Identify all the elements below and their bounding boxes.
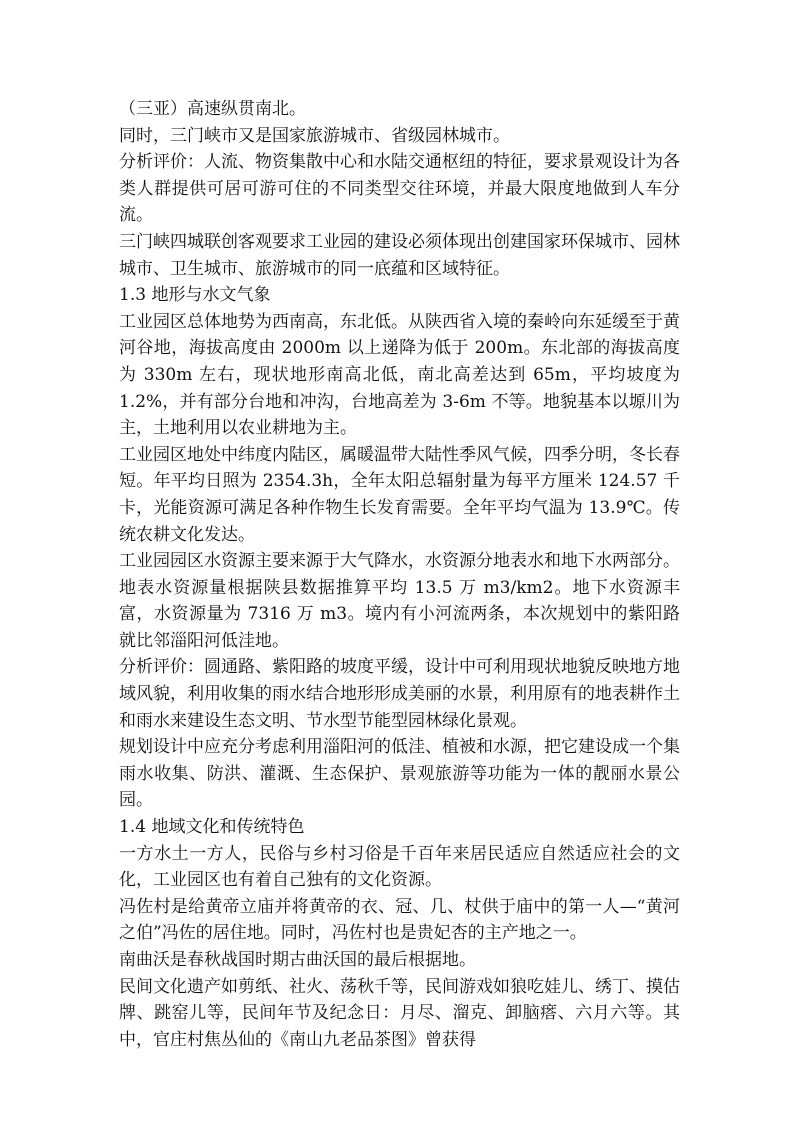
paragraph: 工业园区总体地势为西南高，东北低。从陕西省入境的秦岭向东延缓至于黄河谷地，海拔高度由 2000m 以上递降为低于 200m。东北部的海拔高度为 330m 左右，现状地形南高北低，南北高差达到 65m，平均坡度为 1.2%，并有部分台地和冲沟，台地高差为 3-6m 不等。地貌基本以塬川为主，土地利用以农业耕地为主。: [119, 311, 680, 439]
paragraph: 冯佐村是给黄帝立庙并将黄帝的衣、冠、几、杖供于庙中的第一人—“黄河之伯”冯佐的居住地。同时，冯佐村也是贵妃杏的主产地之一。: [119, 896, 680, 944]
paragraph: 工业园园区水资源主要来源于大气降水，水资源分地表水和地下水两部分。地表水资源量根据陕县数据推算平均 13.5 万 m3/km2。地下水资源丰富，水资源量为 7316 万 m3。境内有小河流两条，本次规划中的紫阳路就比邻淄阳河低洼地。: [119, 551, 680, 651]
paragraph: 规划设计中应充分考虑利用淄阳河的低洼、植被和水源，把它建设成一个集雨水收集、防洪、灌溉、生态保护、景观旅游等功能为一体的靓丽水景公园。: [119, 737, 680, 811]
paragraph: 民间文化遗产如剪纸、社火、荡秋千等，民间游戏如狼吃娃儿、绣丁、摸估牌、跳窑儿等，民间年节及纪念日：月尽、溜克、卸脑瘩、六月六等。其中，官庄村焦丛仙的《南山九老品茶图》曾获得: [119, 976, 680, 1050]
paragraph: （三亚）高速纵贯南北。: [119, 99, 306, 119]
document-body: [119, 96, 680, 1053]
paragraph: 南曲沃是春秋战国时期古曲沃国的最后根据地。: [119, 950, 476, 970]
paragraph: 分析评价：圆通路、紫阳路的坡度平缓，设计中可利用现状地貌反映地方地域风貌，利用收集的雨水结合地形形成美丽的水景，利用原有的地表耕作土和雨水来建设生态文明、节水型节能型园林绿化景观。: [119, 657, 680, 731]
paragraph: 工业园区地处中纬度内陆区，属暖温带大陆性季风气候，四季分明，冬长春短。年平均日照为 2354.3h，全年太阳总辐射量为每平方厘米 124.57 千卡，光能资源可满足各种作物生长发育需要。全年平均气温为 13.9℃。传统农耕文化发达。: [119, 444, 680, 545]
paragraph: 同时，三门峡市又是国家旅游城市、省级园林城市。: [119, 125, 510, 146]
paragraph: 三门峡四城联创客观要求工业园的建设必须体现出创建国家环保城市、园林城市、卫生城市、旅游城市的同一底蕴和区域特征。: [119, 231, 680, 279]
paragraph: 分析评价：人流、物资集散中心和水陆交通枢纽的特征，要求景观设计为各类人群提供可居可游可住的不同类型交往环境，并最大限度地做到人车分流。: [119, 152, 680, 226]
section-heading-1-4: 1.4 地域文化和传统特色: [119, 817, 305, 838]
section-heading-1-3: 1.3 地形与水文气象: [119, 285, 271, 306]
paragraph: 一方水土一方人，民俗与乡村习俗是千百年来居民适应自然适应社会的文化，工业园区也有着自己独有的文化资源。: [119, 843, 680, 891]
